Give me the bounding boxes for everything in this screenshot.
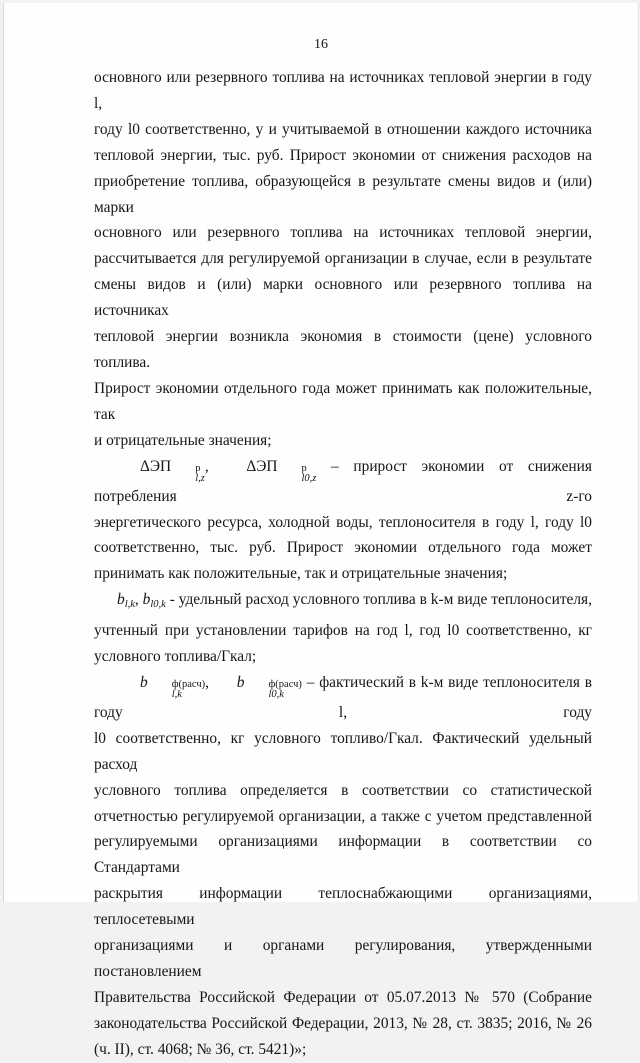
text-line: тепловой энергии возникла экономия в стоимости (цене) условного топлива. xyxy=(94,328,592,371)
paragraph-fuel-savings xyxy=(94,65,592,454)
text-line: Прирост экономии отдельного года может принимать как положительные, так xyxy=(94,379,592,423)
text-line: $b_{l,k}$, $b_{l0,k}$ - удельный расход условного топлива в k-м виде теплоносителя, xyxy=(117,591,592,611)
text-line: Правительства Российской Федерации от 05.07.2013 № 570 (Собрание xyxy=(94,988,592,1006)
text-line: энергетического ресурса, холодной воды, теплоносителя в году l, году l0 xyxy=(94,513,592,531)
text-line: b ф(расч) l,k , b ф(расч) l0,k – фактический в k-м виде теплоносителя в году l, году xyxy=(94,670,592,726)
text-line: регулируемыми организациями информации в соответствии со Стандартами xyxy=(94,833,592,877)
text-line: учтенный при установлении тарифов на год l, год l0 соответственно, кг xyxy=(94,622,592,640)
symbol-delta-ep-l0: ΔЭП р l0,z xyxy=(246,457,317,484)
paragraph-specific-fuel-rate xyxy=(94,587,592,670)
text-line: условного топлива определяется в соответствии со статистической xyxy=(94,781,592,799)
text-line: основного или резервного топлива на источниках тепловой энергии в году l, xyxy=(94,69,592,112)
text-line: приобретение топлива, образующейся в результате смены видов и (или) марки xyxy=(94,172,592,216)
paragraph-resource-savings xyxy=(94,454,592,588)
text-line: l0 соответственно, кг условного топливо/Гкал. Фактический удельный расход xyxy=(94,729,592,773)
document-body xyxy=(94,65,592,1063)
symbol-b: $b_{l,k}$ xyxy=(117,591,135,611)
text-line: тепловой энергии, тыс. руб. Прирост экономии от снижения расходов на xyxy=(94,146,592,164)
text-line: соответственно, тыс. руб. Прирост экономии отдельного года может xyxy=(94,539,592,557)
page-number: 16 xyxy=(314,37,328,52)
text-line: раскрытия информации теплоснабжающими организациями, теплосетевыми xyxy=(94,885,592,929)
document-page xyxy=(3,3,638,1058)
symbol-b-l0: $b_{l0,k}$ xyxy=(142,591,166,611)
text-line: смены видов и (или) марки основного или резервного топлива на источниках xyxy=(94,276,592,320)
paragraph-actual-fuel-rate xyxy=(94,670,592,1063)
text-line: отчетностью регулируемой организации, а также с учетом представленной xyxy=(94,807,592,825)
text-line: законодательства Российской Федерации, 2013, № 28, ст. 3835; 2016, № 26 xyxy=(94,1014,592,1032)
text-line: году l0 соответственно, у и учитываемой в отношении каждого источника xyxy=(94,120,592,138)
text-line: организациями и органами регулирования, утвержденными постановлением xyxy=(94,937,592,980)
text-line: ΔЭП р l,z , ΔЭП р l0,z – прирост экономии от снижения потребления z-го xyxy=(94,454,592,510)
text-line: (ч. II), ст. 4068; № 36, ст. 5421)»; xyxy=(94,1040,307,1058)
text-line: основного или резервного топлива на источниках тепловой энергии, xyxy=(94,224,592,242)
text-line: принимать как положительные, так и отрицательные значения; xyxy=(94,565,508,583)
symbol-b-fact-l0: b ф(расч) l0,k xyxy=(236,673,302,700)
text-line: рассчитывается для регулируемой организации в случае, если в результате xyxy=(94,250,592,268)
text-line: и отрицательные значения; xyxy=(94,431,272,449)
symbol-b-fact: b ф(расч) l,k xyxy=(140,673,206,700)
text-line: условного топлива/Гкал; xyxy=(94,648,257,666)
symbol-delta-ep: ΔЭП р l,z xyxy=(140,457,205,484)
